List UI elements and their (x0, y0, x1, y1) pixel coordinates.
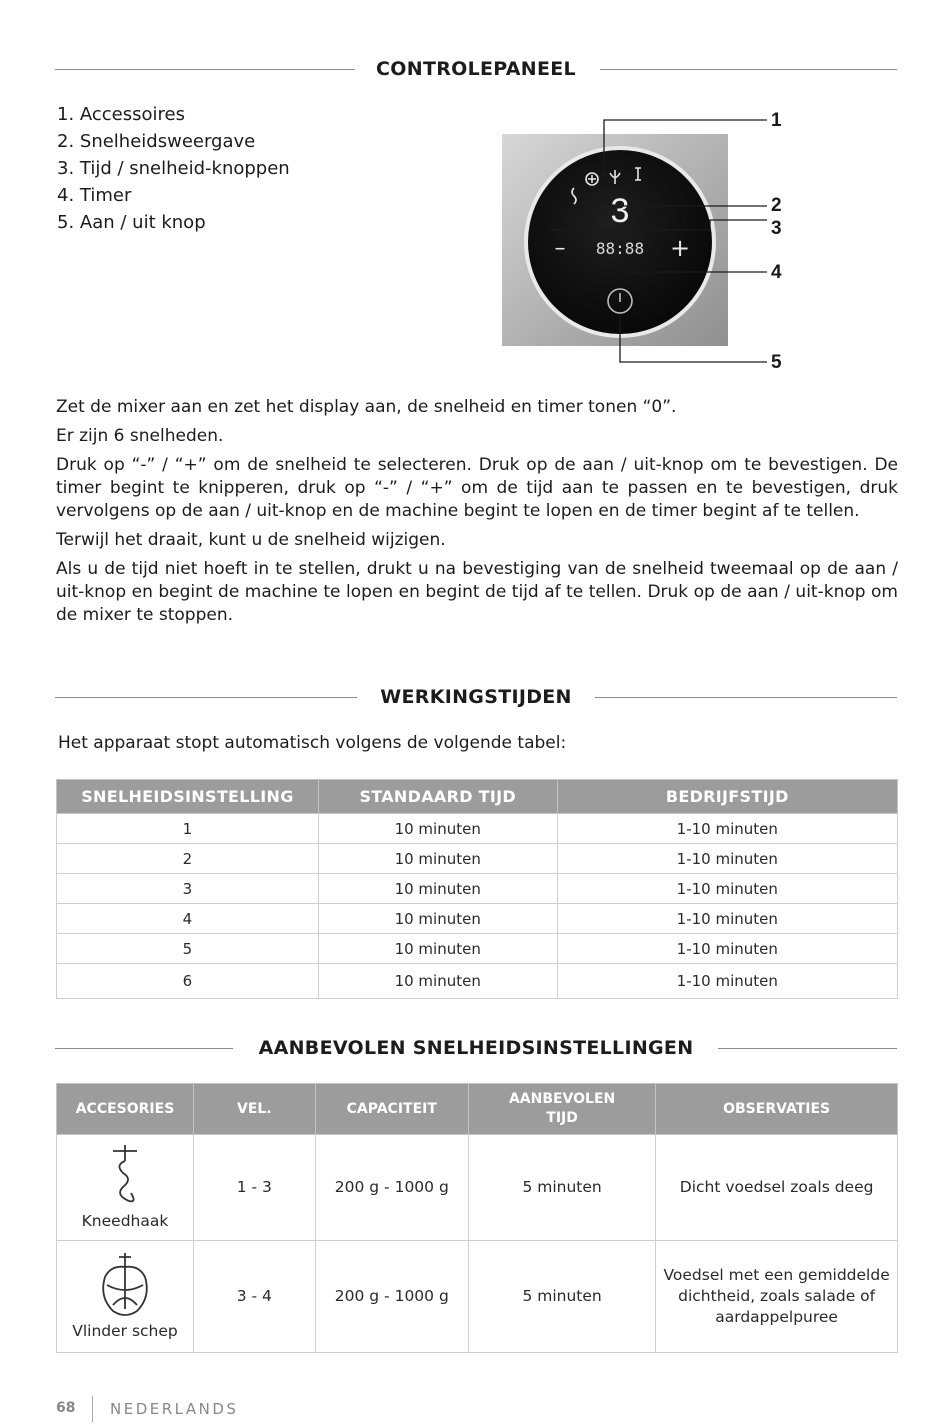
table-row (57, 904, 898, 934)
table-cell: 2 (57, 844, 319, 874)
table-cell: 1 (57, 814, 319, 844)
table-cell: 200 g - 1000 g (315, 1241, 468, 1353)
recommended-heading (55, 1036, 897, 1060)
minus-button[interactable]: – (554, 236, 566, 261)
column-header: CAPACITEIT (315, 1084, 468, 1135)
accessory-cell (57, 1241, 194, 1353)
table-cell: 10 minuten (318, 934, 557, 964)
footer-divider (92, 1396, 93, 1422)
legend-item: 5. Aan / uit knop (57, 212, 206, 233)
legend-item: 2. Snelheidsweergave (57, 131, 256, 152)
table-cell: 5 minuten (468, 1241, 655, 1353)
accessory-name: Vlinder schep (72, 1322, 178, 1340)
instruction-paragraph: Als u de tijd niet hoeft in te stellen, drukt u na bevestiging van de snelheid tweemaal op de aan / uit-knop en begint de machine te lopen en begint de tijd af te tellen. Druk op de aan / uit-knop om de mixer te stoppen. (56, 559, 898, 625)
speed-display: 3 (610, 192, 630, 230)
table-cell: 3 (57, 874, 319, 904)
control-panel-heading (55, 57, 897, 81)
callout-number: 4 (771, 262, 782, 283)
table-cell: 1-10 minuten (557, 934, 897, 964)
section-title: AANBEVOLEN SNELHEIDSINSTELLINGEN (258, 1037, 694, 1059)
table-cell: 5 (57, 934, 319, 964)
table-cell: 10 minuten (318, 964, 557, 999)
accessory-name: Kneedhaak (81, 1212, 169, 1230)
table-cell: 1-10 minuten (557, 844, 897, 874)
callout-number: 2 (771, 195, 782, 216)
table-header-row (57, 780, 898, 814)
table-cell: 10 minuten (318, 904, 557, 934)
timer-display: 88:88 (595, 239, 645, 258)
table-cell: 1-10 minuten (557, 874, 897, 904)
legend-item: 4. Timer (57, 185, 132, 206)
section-title: WERKINGSTIJDEN (380, 686, 572, 708)
column-header: SNELHEIDSINSTELLING (57, 780, 319, 814)
table-cell: 4 (57, 904, 319, 934)
callout-number: 5 (771, 352, 782, 373)
table-cell: 200 g - 1000 g (315, 1135, 468, 1241)
control-panel-illustration (502, 100, 802, 380)
instruction-paragraph: Er zijn 6 snelheden. (56, 426, 224, 446)
callout-number: 1 (771, 110, 782, 131)
accessory-cell (57, 1135, 194, 1241)
table-row (57, 964, 898, 999)
column-header: VEL. (193, 1084, 315, 1135)
column-header: AANBEVOLEN TIJD (468, 1084, 655, 1135)
operating-times-heading (55, 685, 897, 709)
recommended-settings-table (56, 1083, 898, 1353)
operating-times-intro: Het apparaat stopt automatisch volgens de volgende tabel: (58, 733, 567, 753)
dough-hook-icon (105, 1143, 145, 1209)
table-cell: 10 minuten (318, 814, 557, 844)
table-row (57, 844, 898, 874)
callout-number: 3 (771, 218, 782, 239)
table-cell: 10 minuten (318, 874, 557, 904)
column-header: OBSERVATIES (656, 1084, 898, 1135)
column-header: STANDAARD TIJD (318, 780, 557, 814)
table-row (57, 814, 898, 844)
operating-times-table (56, 779, 898, 999)
section-title: CONTROLEPANEEL (376, 58, 576, 80)
legend-item: 3. Tijd / snelheid-knoppen (57, 158, 290, 179)
table-row (57, 1135, 898, 1241)
instructions (56, 396, 898, 633)
table-cell: 1 - 3 (193, 1135, 315, 1241)
plus-button[interactable]: + (669, 234, 691, 262)
table-row (57, 874, 898, 904)
page-number: 68 (56, 1400, 76, 1416)
table-cell: 1-10 minuten (557, 964, 897, 999)
control-panel-legend (57, 101, 290, 236)
table-cell: 3 - 4 (193, 1241, 315, 1353)
table-cell: Voedsel met een gemiddelde dichtheid, zoals salade of aardappelpuree (656, 1241, 898, 1353)
table-cell: 6 (57, 964, 319, 999)
table-cell: 1-10 minuten (557, 904, 897, 934)
table-cell: Dicht voedsel zoals deeg (656, 1135, 898, 1241)
table-row (57, 1241, 898, 1353)
table-row (57, 934, 898, 964)
language-label: NEDERLANDS (110, 1400, 239, 1418)
table-cell: 10 minuten (318, 844, 557, 874)
table-header-row (57, 1084, 898, 1135)
instruction-paragraph: Terwijl het draait, kunt u de snelheid wijzigen. (56, 530, 446, 550)
column-header: BEDRIJFSTIJD (557, 780, 897, 814)
legend-item: 1. Accessoires (57, 104, 185, 125)
column-header: ACCESORIES (57, 1084, 194, 1135)
table-cell: 1-10 minuten (557, 814, 897, 844)
instruction-paragraph: Zet de mixer aan en zet het display aan, de snelheid en timer tonen “0”. (56, 397, 677, 417)
table-cell: 5 minuten (468, 1135, 655, 1241)
flat-beater-icon (95, 1251, 155, 1319)
instruction-paragraph: Druk op “-” / “+” om de snelheid te selecteren. Druk op de aan / uit-knop om te bevestigen. De timer begint te knipperen, druk op “-” / “+” om de tijd aan te passen en te bevestigen, druk vervolgens op de aan / uit-knop en de machine begint te lopen en de timer begint af te tellen. (56, 455, 898, 521)
